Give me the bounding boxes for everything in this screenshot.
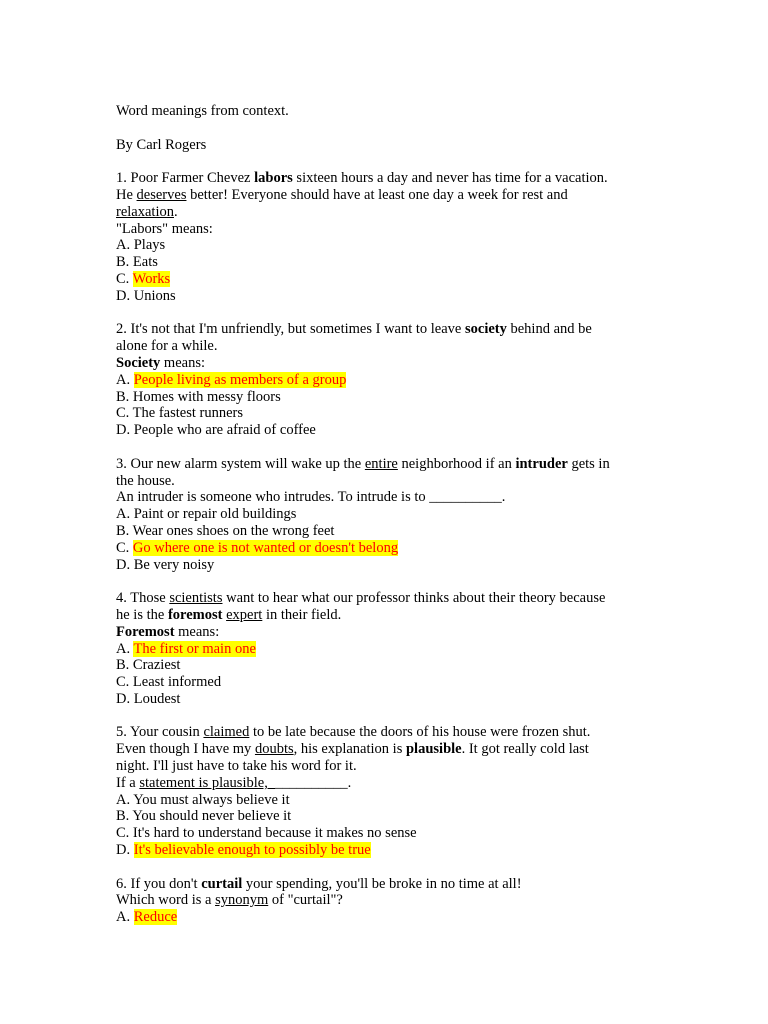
question-text: 4. Those scientists want to hear what our professor thinks about their theory because	[116, 590, 606, 607]
underlined-word: expert	[226, 606, 263, 623]
option-b: B. Wear ones shoes on the wrong feet	[116, 522, 335, 539]
question-prompt: If a statement is plausible, __________.	[116, 774, 352, 791]
question-text: 5. Your cousin claimed to be late because the doors of his house were frozen shut.	[116, 724, 591, 741]
option-c: C. Least informed	[116, 674, 222, 691]
question-6	[116, 876, 656, 926]
option-d: D. People who are afraid of coffee	[116, 422, 316, 439]
question-1	[116, 170, 656, 304]
option-d: D. Loudest	[116, 690, 181, 707]
vocab-word: plausible	[405, 741, 462, 758]
option-c: C. It's hard to understand because it makes no sense	[116, 825, 417, 842]
underlined-word: scientists	[169, 590, 223, 607]
question-2	[116, 321, 656, 439]
vocab-word: foremost	[167, 606, 223, 623]
option-a: A. The first or main one	[116, 640, 256, 657]
question-prompt: Society means:	[116, 354, 205, 371]
highlighted-answer: Reduce	[133, 909, 178, 926]
question-text: 3. Our new alarm system will wake up the entire neighborhood if an intruder gets in	[116, 455, 610, 472]
question-text: 1. Poor Farmer Chevez labors sixteen hours a day and never has time for a vacation.	[116, 170, 608, 187]
option-c: C. Go where one is not wanted or doesn't belong	[116, 539, 399, 556]
question-number: 1.	[116, 170, 127, 187]
option-c: C. The fastest runners	[116, 405, 243, 422]
underlined-word: claimed	[203, 724, 250, 741]
vocab-word: intruder	[515, 455, 568, 472]
underlined-word: deserves	[136, 186, 187, 203]
question-text: relaxation.	[116, 203, 178, 220]
question-text: He deserves better! Everyone should have at least one day a week for rest and	[116, 186, 568, 203]
question-text: night. I'll just have to take his word for it.	[116, 758, 357, 775]
vocab-word: labors	[254, 170, 293, 187]
question-prompt: Which word is a synonym of "curtail"?	[116, 892, 343, 909]
highlighted-answer: It's believable enough to possibly be true	[133, 842, 371, 859]
option-b: B. You should never believe it	[116, 808, 292, 825]
highlighted-answer: Works	[132, 270, 171, 287]
question-number: 4.	[116, 590, 127, 607]
question-4	[116, 590, 656, 708]
underlined-word: doubts	[254, 741, 294, 758]
vocab-word: curtail	[201, 875, 243, 892]
highlighted-answer: The first or main one	[133, 640, 256, 657]
answer-blank: __________	[275, 774, 348, 791]
underlined-word: entire	[364, 455, 398, 472]
question-3	[116, 456, 656, 574]
question-number: 2.	[116, 321, 127, 338]
question-text: 2. It's not that I'm unfriendly, but sometimes I want to leave society behind and be	[116, 321, 592, 338]
author-line: By Carl Rogers	[116, 136, 207, 153]
question-prompt: "Labors" means:	[116, 220, 213, 237]
option-a: A. You must always believe it	[116, 791, 290, 808]
highlighted-answer: People living as members of a group	[133, 371, 347, 388]
question-text: the house.	[116, 472, 175, 489]
answer-blank: __________	[429, 489, 502, 506]
question-prompt: Foremost means:	[116, 623, 220, 640]
highlighted-answer: Go where one is not wanted or doesn't belong	[132, 539, 399, 556]
option-c: C. Works	[116, 270, 171, 287]
option-a: A. Reduce	[116, 909, 178, 926]
underlined-word: relaxation	[116, 203, 174, 220]
question-5	[116, 724, 656, 858]
option-b: B. Craziest	[116, 657, 181, 674]
option-d: D. Be very noisy	[116, 556, 215, 573]
question-text: Even though I have my doubts, his explanation is plausible. It got really cold last	[116, 741, 589, 758]
question-number: 5.	[116, 724, 127, 741]
underlined-word: statement	[139, 774, 195, 791]
question-prompt: An intruder is someone who intrudes. To intrude is to __________.	[116, 489, 506, 506]
option-a: A. Plays	[116, 237, 166, 254]
question-text: 6. If you don't curtail your spending, you'll be broke in no time at all!	[116, 875, 522, 892]
option-b: B. Homes with messy floors	[116, 388, 281, 405]
vocab-word: society	[465, 321, 507, 338]
document-page	[116, 103, 656, 943]
question-text: he is the foremost expert in their field.	[116, 606, 342, 623]
option-a: A. People living as members of a group	[116, 371, 347, 388]
document-title: Word meanings from context.	[116, 103, 289, 119]
option-d: D. Unions	[116, 287, 176, 304]
option-b: B. Eats	[116, 254, 158, 271]
option-a: A. Paint or repair old buildings	[116, 506, 297, 523]
option-d: D. It's believable enough to possibly be true	[116, 842, 371, 859]
underlined-word: synonym	[215, 892, 269, 909]
question-number: 6.	[116, 875, 127, 892]
question-text: alone for a while.	[116, 338, 218, 355]
question-number: 3.	[116, 455, 127, 472]
